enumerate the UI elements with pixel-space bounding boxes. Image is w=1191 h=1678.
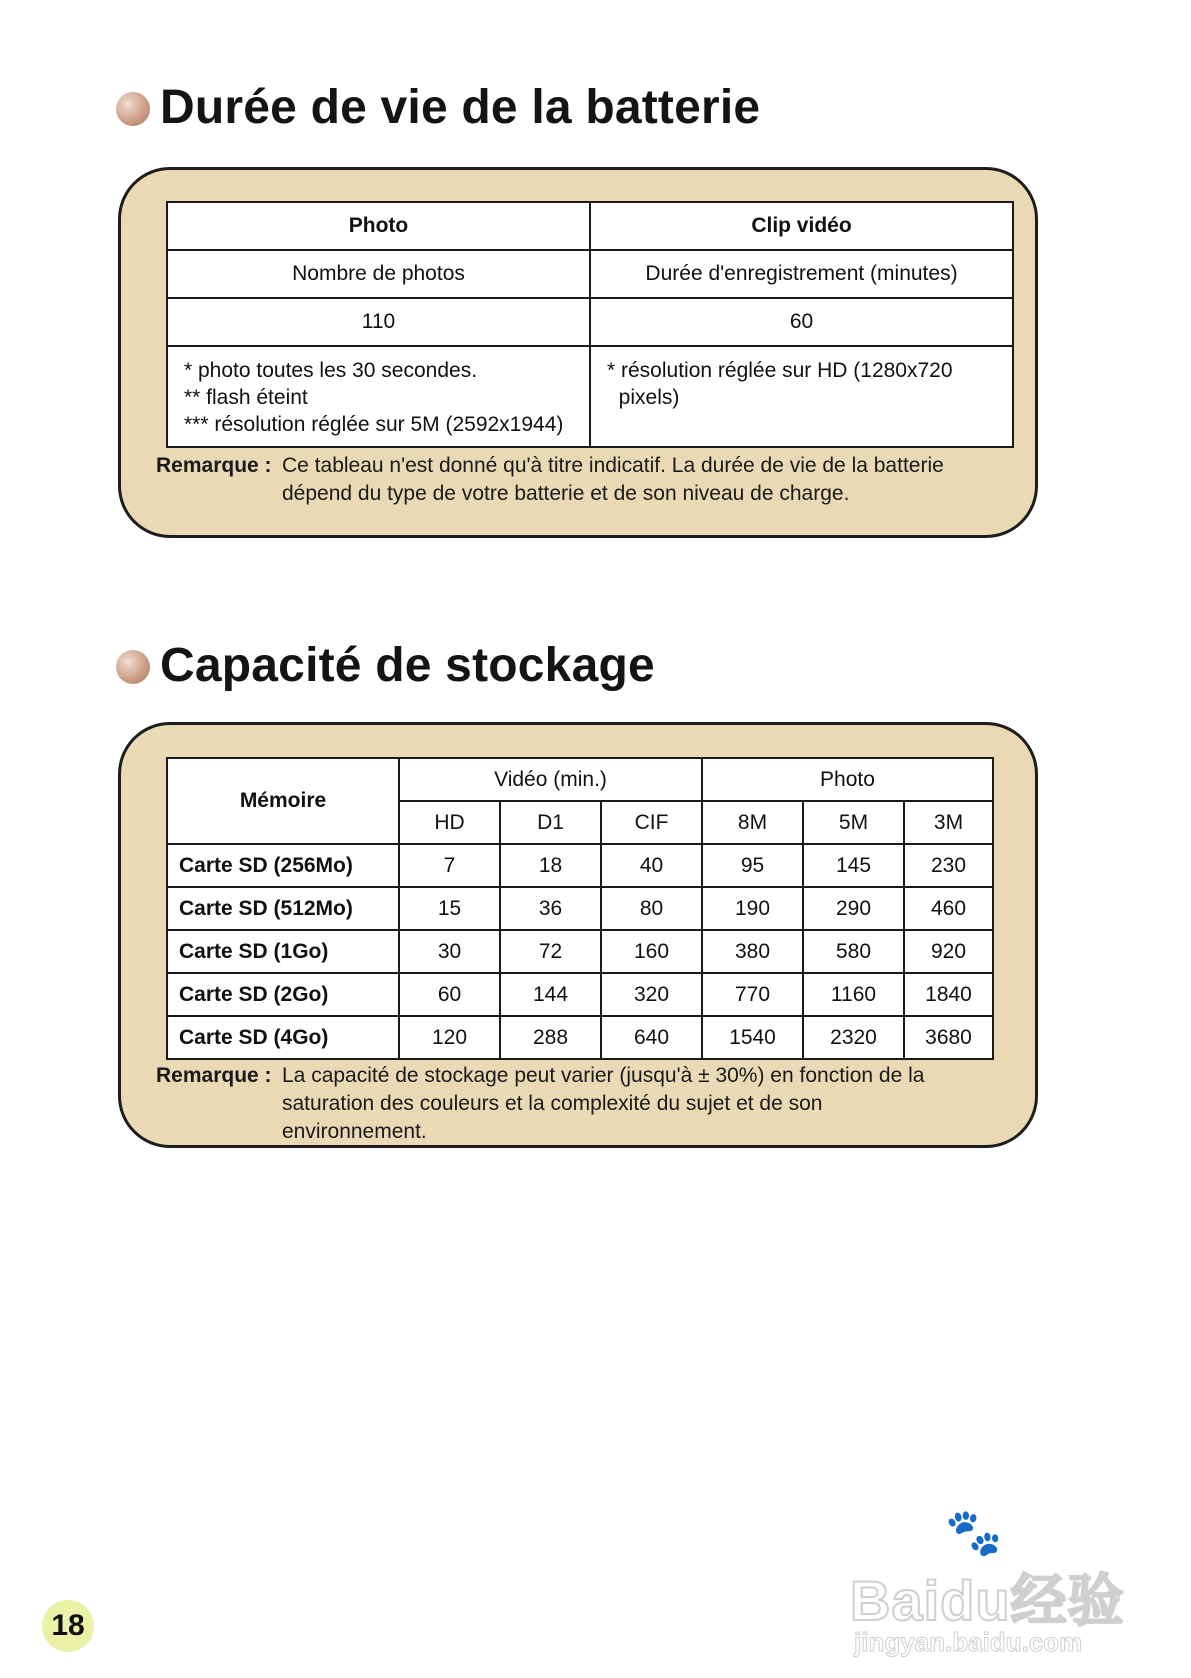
table-row xyxy=(167,973,993,1016)
note-line: * photo toutes les 30 secondes. xyxy=(184,359,478,382)
row-label: Carte SD (512Mo) xyxy=(167,887,399,930)
watermark-url: jingyan.baidu.com xyxy=(854,1627,1083,1657)
table-cell: 60 xyxy=(399,973,500,1016)
table-cell: 7 xyxy=(399,844,500,887)
table-subheader: D1 xyxy=(500,801,601,844)
table-cell: 320 xyxy=(601,973,702,1016)
notes-cell xyxy=(590,346,1013,447)
table-row xyxy=(167,887,993,930)
table-cell: 160 xyxy=(601,930,702,973)
table-cell: 80 xyxy=(601,887,702,930)
table-cell: Durée d'enregistrement (minutes) xyxy=(590,250,1013,298)
table-cell: 18 xyxy=(500,844,601,887)
table-cell: 230 xyxy=(904,844,993,887)
table-cell: 190 xyxy=(702,887,803,930)
table-cell: 770 xyxy=(702,973,803,1016)
table-cell: 288 xyxy=(500,1016,601,1059)
table-row xyxy=(167,1016,993,1059)
note-line: * résolution réglée sur HD (1280x720 xyxy=(607,359,953,382)
table-cell: Nombre de photos xyxy=(167,250,590,298)
remark-text: Ce tableau n'est donné qu'à titre indicatif. La durée de vie de la batterie dépend du type de votre batterie et de son niveau de charge. xyxy=(282,454,944,505)
table-cell: 1540 xyxy=(702,1016,803,1059)
table-cell: 2320 xyxy=(803,1016,904,1059)
watermark xyxy=(850,1505,1150,1655)
table-group-header: Vidéo (min.) xyxy=(399,758,702,801)
table-cell: 120 xyxy=(399,1016,500,1059)
section-bullet-icon xyxy=(116,650,150,684)
row-label: Carte SD (2Go) xyxy=(167,973,399,1016)
remark-text: La capacité de stockage peut varier (jusqu'à ± 30%) en fonction de la saturation des couleurs et la complexité du sujet et de son environnement. xyxy=(282,1064,925,1143)
table-header: Mémoire xyxy=(167,758,399,844)
table-cell: 60 xyxy=(590,298,1013,346)
table-cell: 145 xyxy=(803,844,904,887)
section-bullet-icon xyxy=(116,92,150,126)
table-cell: 3680 xyxy=(904,1016,993,1059)
table-cell: 290 xyxy=(803,887,904,930)
table-subheader: CIF xyxy=(601,801,702,844)
section-title-battery: Durée de vie de la batterie xyxy=(160,81,761,134)
table-subheader: HD xyxy=(399,801,500,844)
table-header: Clip vidéo xyxy=(590,202,1013,250)
note-line: ** flash éteint xyxy=(184,386,308,409)
remark-label: Remarque : xyxy=(156,454,272,477)
row-label: Carte SD (1Go) xyxy=(167,930,399,973)
table-cell: 15 xyxy=(399,887,500,930)
notes-cell xyxy=(167,346,590,447)
table-cell: 580 xyxy=(803,930,904,973)
table-cell: 36 xyxy=(500,887,601,930)
remark-label: Remarque : xyxy=(156,1064,272,1087)
table-group-header: Photo xyxy=(702,758,993,801)
table-cell: 40 xyxy=(601,844,702,887)
row-label: Carte SD (256Mo) xyxy=(167,844,399,887)
note-line: pixels) xyxy=(607,386,680,409)
storage-table xyxy=(166,757,994,1060)
table-subheader: 8M xyxy=(702,801,803,844)
page-number: 18 xyxy=(42,1600,94,1652)
table-subheader: 3M xyxy=(904,801,993,844)
table-cell: 460 xyxy=(904,887,993,930)
table-subheader: 5M xyxy=(803,801,904,844)
table-row xyxy=(167,930,993,973)
section-title-storage: Capacité de stockage xyxy=(160,639,655,692)
table-cell: 30 xyxy=(399,930,500,973)
table-header: Photo xyxy=(167,202,590,250)
battery-table xyxy=(166,201,1014,448)
table-cell: 95 xyxy=(702,844,803,887)
table-cell: 1160 xyxy=(803,973,904,1016)
table-cell: 72 xyxy=(500,930,601,973)
table-cell: 920 xyxy=(904,930,993,973)
table-row xyxy=(167,844,993,887)
table-cell: 380 xyxy=(702,930,803,973)
paw-icon: 🐾 xyxy=(945,1506,1003,1558)
table-cell: 144 xyxy=(500,973,601,1016)
table-cell: 110 xyxy=(167,298,590,346)
table-cell: 640 xyxy=(601,1016,702,1059)
row-label: Carte SD (4Go) xyxy=(167,1016,399,1059)
watermark-logo: Baidu经验 xyxy=(850,1569,1125,1632)
note-line: *** résolution réglée sur 5M (2592x1944) xyxy=(184,413,564,436)
table-cell: 1840 xyxy=(904,973,993,1016)
